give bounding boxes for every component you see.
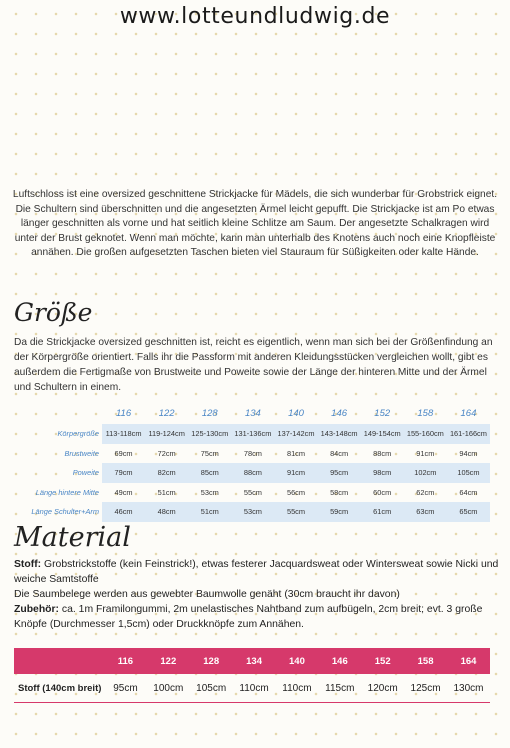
table-cell: 119-124cm bbox=[145, 424, 188, 444]
size-header-corner bbox=[14, 402, 102, 424]
zubehoer-line bbox=[14, 602, 500, 632]
fabric-size-header: 134 bbox=[233, 648, 276, 674]
fabric-size-header: 158 bbox=[404, 648, 447, 674]
table-cell: 58cm bbox=[330, 487, 349, 497]
table-cell: 161-166cm bbox=[447, 424, 490, 444]
row-label: Poweite bbox=[72, 468, 99, 478]
stoff-text: Grobstrickstoffe (kein Feinstrick!), etwas festerer Jacquardsweat oder Wintersweat sowie Nicki und weiche Samtstoffe bbox=[14, 559, 499, 585]
table-cell: 143-148cm bbox=[318, 424, 361, 444]
table-row bbox=[14, 483, 490, 503]
table-cell: 51cm bbox=[157, 487, 176, 497]
table-cell: 85cm bbox=[188, 463, 231, 483]
table-cell: 78cm bbox=[243, 448, 262, 458]
table-cell: 94cm bbox=[459, 448, 478, 458]
table-cell: 98cm bbox=[361, 463, 404, 483]
table-cell: 155-160cm bbox=[404, 424, 447, 444]
size-header: 164 bbox=[460, 407, 477, 419]
material-section-title: Material bbox=[14, 522, 131, 553]
table-cell: 91cm bbox=[274, 463, 317, 483]
table-cell: 100cm bbox=[147, 674, 190, 703]
row-label: Länge Schulter+Arm bbox=[31, 507, 99, 517]
table-cell: 69cm bbox=[114, 448, 133, 458]
table-cell: 105cm bbox=[190, 674, 233, 703]
table-cell: 82cm bbox=[145, 463, 188, 483]
table-cell: 88cm bbox=[231, 463, 274, 483]
table-cell: 64cm bbox=[459, 487, 478, 497]
zubehoer-text: ca. 1m Framilongummi, 2m unelastisches Nahtband zum aufbügeln, 2cm breit; evt. 3 große Knöpfe (Durchmesser 1,5cm) oder Druckknöpfe zum Annähen. bbox=[14, 604, 483, 630]
material-description bbox=[14, 557, 500, 632]
fabric-size-header: 146 bbox=[318, 648, 361, 674]
intro-paragraph: Luftschloss ist eine oversized geschnittene Strickjacke für Mädels, die sich wunderbar für Grobstrick eignet. Die Schultern sind überschnitten und die angesetzten Ärmel leicht gepufft. Die Strickjacke ist am Po etwas länger geschnitten als vorne und hat seitlich kleine Schlitze am Saum. Der angesetzte Schalkragen wird unter der Brust geknotet. Wenn man möchte, kann man unterhalb des Knotens auch noch eine Knopfleiste annähen. Die großen aufgesetzten Taschen bieten viel Stauraum für Süßigkeiten oder kalte Hände. bbox=[12, 189, 498, 258]
table-cell: 79cm bbox=[102, 463, 145, 483]
table-cell: 56cm bbox=[286, 487, 306, 497]
table-cell: 110cm bbox=[276, 674, 319, 703]
table-row bbox=[14, 424, 490, 444]
table-cell: 95cm bbox=[318, 463, 361, 483]
size-header: 134 bbox=[244, 407, 261, 419]
table-cell: 137-142cm bbox=[274, 424, 317, 444]
table-row bbox=[14, 463, 490, 483]
row-label: Länge hintere Mitte bbox=[35, 487, 99, 497]
table-cell: 55cm bbox=[274, 502, 317, 522]
site-url: www.lotteundludwig.de bbox=[119, 4, 391, 29]
size-section-title: Größe bbox=[14, 298, 93, 327]
table-cell: 95cm bbox=[104, 674, 147, 703]
table-cell: 102cm bbox=[404, 463, 447, 483]
table-cell: 53cm bbox=[231, 502, 274, 522]
fabric-row-label: Stoff (140cm breit) bbox=[14, 674, 104, 703]
fabric-size-header: 152 bbox=[361, 648, 404, 674]
fabric-size-header: 122 bbox=[147, 648, 190, 674]
fabric-header-corner bbox=[14, 648, 104, 674]
table-cell: 51cm bbox=[188, 502, 231, 522]
table-cell: 110cm bbox=[233, 674, 276, 703]
size-header: 158 bbox=[417, 407, 434, 419]
table-cell: 120cm bbox=[361, 674, 404, 703]
table-cell: 113-118cm bbox=[102, 424, 145, 444]
fabric-header-row bbox=[14, 648, 490, 674]
table-cell: 49cm bbox=[114, 487, 133, 497]
table-cell: 125-130cm bbox=[188, 424, 231, 444]
table-cell: 131-136cm bbox=[231, 424, 274, 444]
size-description: Da die Strickjacke oversized geschnitten ist, reicht es eigentlich, wenn man sich bei der Größenfindung an der Körpergröße orientiert. Falls ihr die Passform mit anderen Kleidungsstücken vergleichen wollt, gibt es außerdem die Fertigmaße von Brustweite und Poweite sowie der Länge der hinteren Mitte und der Ärmel und Schultern in einem. bbox=[14, 337, 493, 393]
fabric-size-header: 164 bbox=[447, 648, 490, 674]
table-cell: 130cm bbox=[447, 674, 490, 703]
size-header: 152 bbox=[374, 407, 391, 419]
table-cell: 62cm bbox=[416, 487, 435, 497]
table-cell: 88cm bbox=[373, 448, 392, 458]
table-cell: 105cm bbox=[447, 463, 490, 483]
table-cell: 81cm bbox=[286, 448, 306, 458]
table-row bbox=[14, 674, 490, 703]
table-cell: 72cm bbox=[157, 448, 176, 458]
table-cell: 149-154cm bbox=[361, 424, 404, 444]
stoff-line bbox=[14, 557, 500, 587]
row-label: Körpergröße bbox=[57, 429, 99, 439]
table-cell: 65cm bbox=[447, 502, 490, 522]
table-cell: 60cm bbox=[373, 487, 392, 497]
table-cell: 48cm bbox=[145, 502, 188, 522]
table-cell: 61cm bbox=[361, 502, 404, 522]
table-row bbox=[14, 502, 490, 522]
size-header: 140 bbox=[288, 407, 304, 419]
fabric-table bbox=[14, 648, 490, 703]
table-cell: 55cm bbox=[243, 487, 262, 497]
fabric-size-header: 140 bbox=[276, 648, 319, 674]
table-cell: 59cm bbox=[318, 502, 361, 522]
table-cell: 53cm bbox=[200, 487, 219, 497]
saum-line: Die Saumbelege werden aus gewebter Baumwolle genäht (30cm braucht ihr davon) bbox=[14, 589, 400, 600]
size-header-row bbox=[14, 402, 490, 424]
row-label: Brustweite bbox=[64, 448, 99, 458]
fabric-size-header: 128 bbox=[190, 648, 233, 674]
stoff-label: Stoff: bbox=[14, 559, 42, 570]
zubehoer-label: Zubehör: bbox=[14, 604, 60, 615]
fabric-size-header: 116 bbox=[104, 648, 147, 674]
table-row bbox=[14, 444, 490, 464]
table-cell: 63cm bbox=[404, 502, 447, 522]
table-cell: 84cm bbox=[330, 448, 349, 458]
size-header: 122 bbox=[158, 407, 175, 419]
size-header: 128 bbox=[201, 407, 218, 419]
table-cell: 91cm bbox=[416, 448, 435, 458]
size-table bbox=[14, 402, 490, 522]
size-header: 116 bbox=[115, 407, 132, 419]
table-cell: 75cm bbox=[200, 448, 219, 458]
table-cell: 115cm bbox=[318, 674, 361, 703]
table-cell: 46cm bbox=[102, 502, 145, 522]
table-cell: 125cm bbox=[404, 674, 447, 703]
size-header: 146 bbox=[331, 407, 348, 419]
